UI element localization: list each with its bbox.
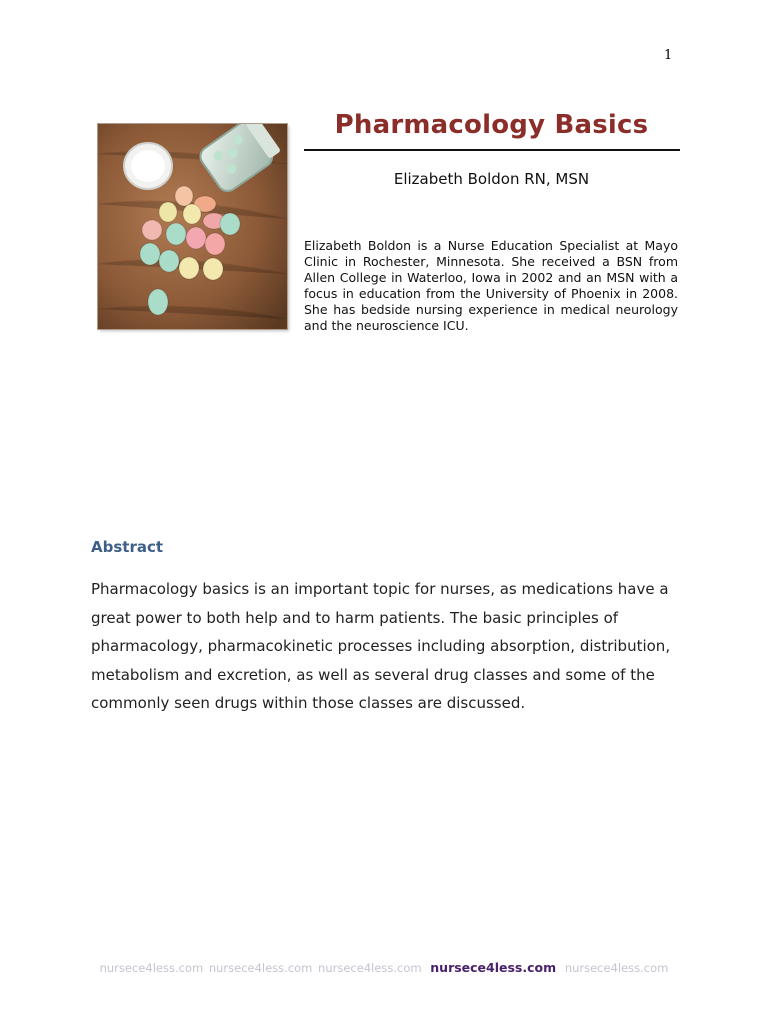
title-divider	[304, 149, 680, 151]
footer-watermark	[0, 960, 768, 975]
footer-link[interactable]: nursece4less.com	[208, 961, 313, 975]
footer-link[interactable]: nursece4less.com	[564, 961, 669, 975]
document-title: Pharmacology Basics	[334, 110, 649, 140]
page-number: 1	[664, 48, 673, 63]
author-line: Elizabeth Boldon RN, MSN	[393, 170, 590, 188]
author-bio: Elizabeth Boldon is a Nurse Education Specialist at Mayo Clinic in Rochester, Minnesota. She received a BSN from Allen College in Waterloo, Iowa in 2002 and an MSN with a focus in education from the University of Phoenix in 2008. She has bedside nursing experience in medical neurology and the neuroscience ICU.	[304, 238, 678, 333]
footer-link[interactable]: nursece4less.com	[99, 961, 204, 975]
abstract-body: Pharmacology basics is an important topic for nurses, as medications have a great power to both help and to harm patients. The basic principles of pharmacology, pharmacokinetic processes including absorption, distribution, metabolism and excretion, as well as several drug classes and some of the commonly seen drugs within those classes are discussed.	[91, 580, 671, 712]
footer-link[interactable]: nursece4less.com	[318, 961, 422, 975]
footer-link-highlighted[interactable]: nursece4less.com	[430, 960, 557, 975]
pills-photo	[98, 124, 287, 329]
abstract-heading: Abstract	[91, 538, 164, 556]
